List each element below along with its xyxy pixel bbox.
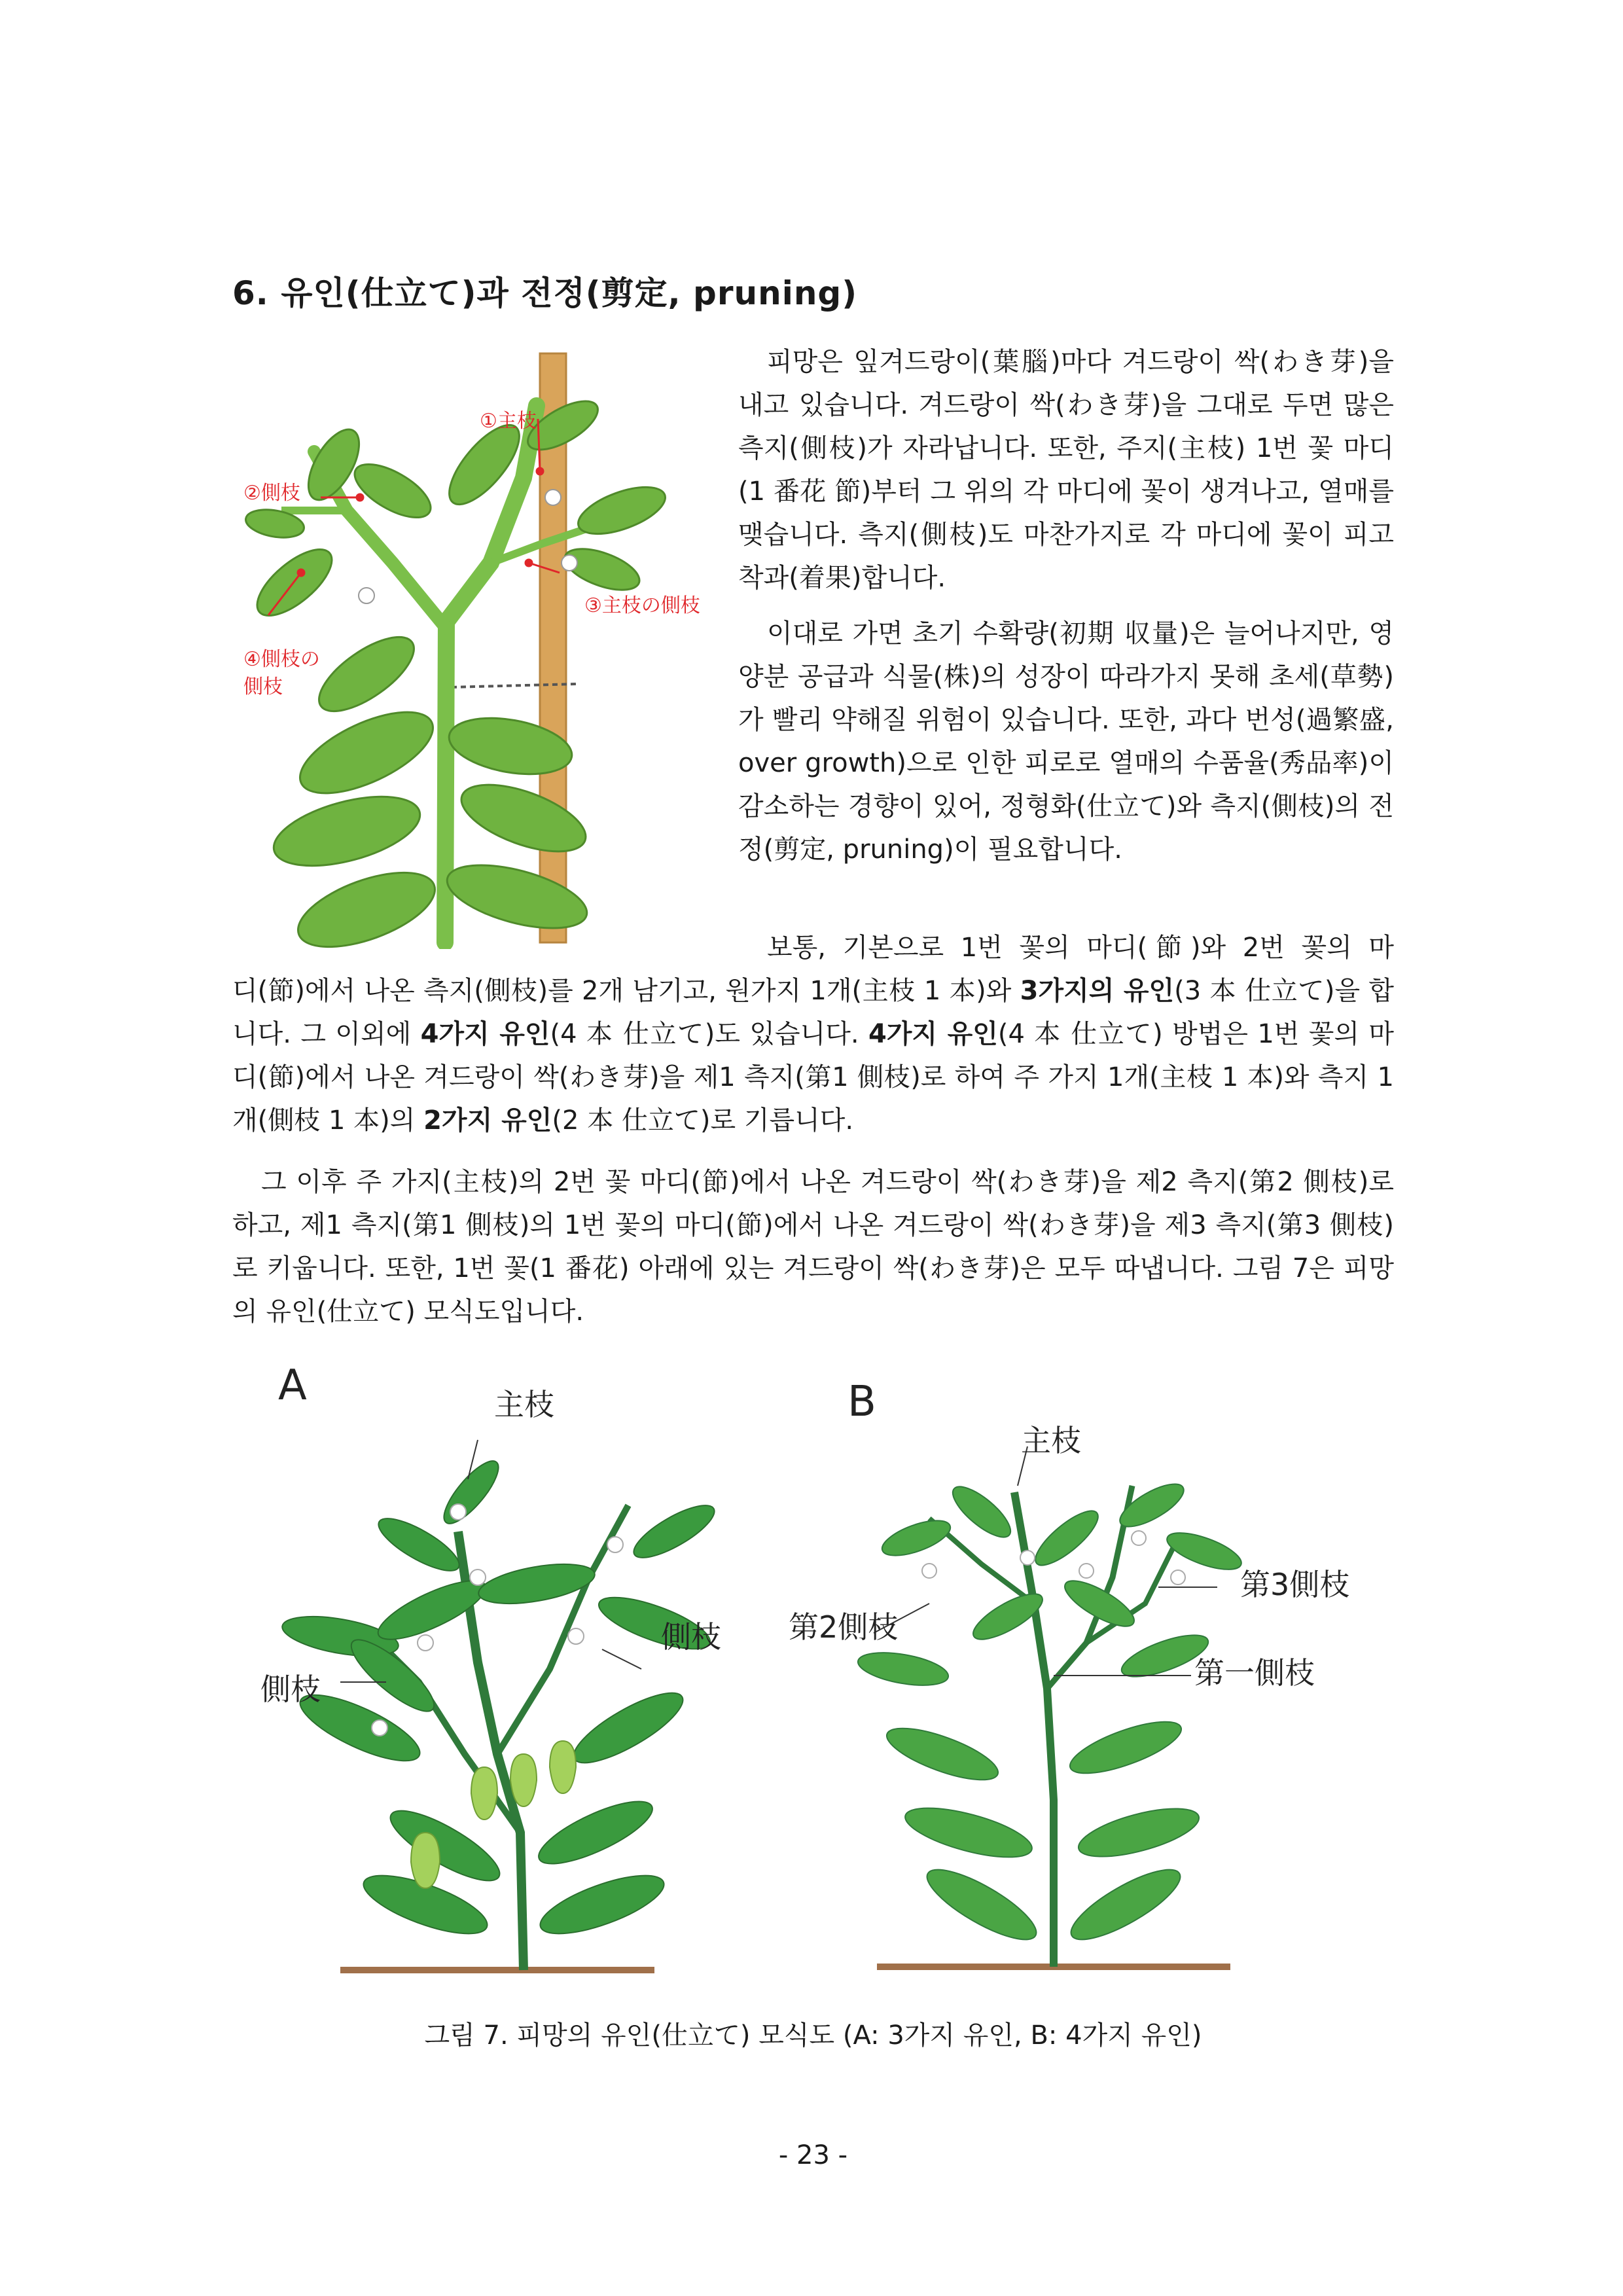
p3-bold-3-branch: 3가지의 유인 [1020,976,1175,1006]
p3-text-e: (4 本 仕立て)도 있습니다. [550,1019,868,1049]
label-side-side-branch-line2: 側枝 [243,675,283,698]
panel-a-label-side-branch-left: 側枝 [260,1672,321,1707]
panel-a-letter: A [278,1361,307,1410]
panel-b-label-first-side-branch: 第一側枝 [1194,1655,1315,1691]
paragraph-4: 그 이후 주 가지(主枝)의 2번 꽃 마디(節)에서 나온 겨드랑이 싹(わき芽)을 제2 측지(第2 側枝)로 하고, 제1 측지(第1 側枝)의 1번 꽃의 마디(節)에서 나온 겨드랑이 싹(わき芽)을 제3 측지(第3 側枝)로 키웁니다. 또한, 1번 꽃(1 番花) 아래에 있는 겨드랑이 싹(わき芽)은 모두 따냅니다. 그림 7은 피망의 유인(仕立て) 모식도입니다. [232,1167,1394,1327]
p3-text-a: 디(節)에서 나온 측지(側枝)를 2개 남기고, 원가지 1개(主枝 1 本)와 [232,976,1020,1006]
label-main-side-branch: ③主枝の側枝 [584,594,700,617]
paragraph-1: 피망은 잎겨드랑이(葉腦)마다 겨드랑이 싹(わき芽)을 내고 있습니다. 겨드랑이 싹(わき芽)을 그대로 두면 많은 측지(側枝)가 자라납니다. 또한, 주지(主枝) 1번 꽃 마디(1 番花 節)부터 그 위의 각 마디에 꽃이 생겨나고, 열매를 맺습니다. 측지(側枝)도 마찬가지로 각 마디에 꽃이 피고 착과(着果)합니다. [738,347,1394,593]
paragraph-3 [232,969,1394,1142]
p3-bold-4-branch-2: 4가지 유인 [868,1019,998,1049]
label-main-stem: ①主枝 [480,410,537,433]
paragraph-2: 이대로 가면 초기 수확량(初期 収量)은 늘어나지만, 영양분 공급과 식물(株)의 성장이 따라가지 못해 초세(草勢)가 빨리 약해질 위험이 있습니다. 또한, 과다 번성(過繁盛, over growth)으로 인한 피로로 열매의 수품율(秀品率)이 감소하는 경향이 있어, 정형화(仕立て)와 측지(側枝)의 전정(剪定, pruning)이 필요합니다. [738,619,1394,865]
panel-b-label-third-side-branch: 第3側枝 [1240,1567,1350,1602]
panel-b-letter: B [847,1378,876,1426]
paragraph-3-first-line: 보통, 기본으로 1번 꽃의 마디(節)와 2번 꽃의 마 [767,933,1394,963]
label-side-branch: ②側枝 [243,482,300,505]
figure-7-caption: 그림 7. 피망의 유인(仕立て) 모식도 (A: 3가지 유인, B: 4가지 유인) [424,2020,1202,2051]
p3-bold-4-branch: 4가지 유인 [420,1019,550,1049]
panel-b-label-second-side-branch: 第2側枝 [789,1609,899,1645]
p3-text-c: (3 本 仕立て)을 합니다. 그 이외에 [232,976,1394,1049]
panel-a-plant-illustration [262,1361,733,1983]
panel-a-label-side-branch-right: 側枝 [661,1619,721,1655]
p3-text-g: (4 本 仕立て) 방법은 1번 꽃의 마디(節)에서 나온 겨드랑이 싹(わき芽)을 제1 측지(第1 側枝)로 하여 주 가지 1개(主枝 1 本)와 측지 1개(側枝 1 本)의 [232,1019,1395,1136]
page-number: - 23 - [778,2140,848,2170]
p3-bold-2-branch: 2가지 유인 [423,1105,552,1136]
label-side-side-branch-line1: ④側枝の [243,648,320,671]
panel-a-label-main-stem: 主枝 [494,1387,554,1422]
panel-b-plant-illustration [851,1407,1348,1983]
panel-b-label-main-stem: 主枝 [1021,1423,1081,1458]
p3-text-i: (2 本 仕立て)로 기릅니다. [552,1105,854,1136]
section-heading: 6. 유인(仕立て)과 전정(剪定, pruning) [232,274,858,312]
